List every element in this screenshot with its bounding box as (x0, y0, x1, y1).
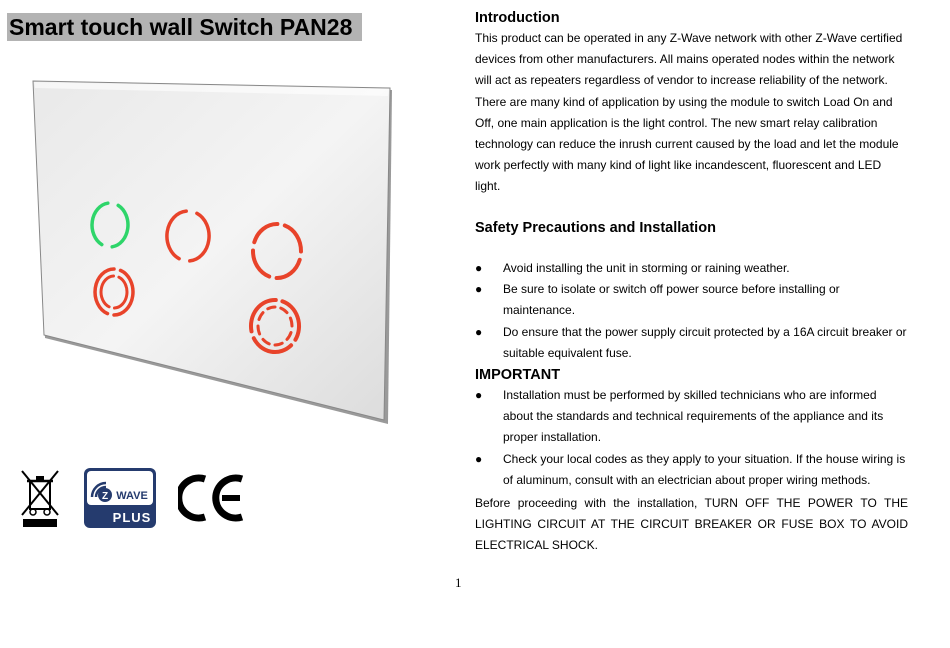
safety-list (475, 258, 908, 364)
introduction-section (475, 8, 908, 198)
weee-bin-icon (18, 467, 62, 529)
safety-section (475, 218, 908, 364)
list-item: ● Avoid installing the unit in storming or raining weather. (475, 261, 790, 275)
button-ring-segment (258, 326, 260, 334)
power-warning: Before proceeding with the installation, TURN OFF THE POWER TO THE LIGHTING CIRCUIT AT THE CIRCUIT BREAKER OR FUSE BOX TO AVOID ELECTRICAL SHOCK. (475, 496, 908, 553)
button-ring-segment (268, 307, 275, 309)
safety-heading: Safety Precautions and Installation (475, 220, 716, 236)
list-item: ● Do ensure that the power supply circuit protected by a 16A circuit breaker or suitable equivalent fuse. (475, 324, 907, 360)
introduction-paragraph-1: This product can be operated in any Z-Wave network with other Z-Wave certified devices from other manufacturers. All mains operated nodes within the network will act as repeaters regardless of vendor to increase reliability of the network. (475, 31, 903, 88)
important-heading: IMPORTANT (475, 367, 561, 383)
important-list (475, 385, 908, 491)
list-item: ● Installation must be performed by skilled technicians who are informed about the standards and technical requirements of the appliance and its proper installation. (475, 388, 884, 445)
list-item: ● Check your local codes as they apply to your situation. If the house wiring is of aluminum, consult with an electrician about proper wiring methods. (475, 451, 906, 487)
zwave-letter: Z (101, 491, 109, 502)
product-image (28, 76, 398, 431)
zwave-plus: PLUS (112, 510, 152, 525)
list-item: ● Be sure to isolate or switch off power source before installing or maintenance. (475, 282, 840, 318)
important-section (475, 365, 908, 557)
button-ring-segment (290, 318, 292, 326)
zwave-plus-logo (83, 467, 157, 529)
introduction-heading: Introduction (475, 10, 560, 26)
ce-mark-icon (178, 473, 246, 523)
panel-face (33, 81, 390, 420)
introduction-paragraph-2: There are many kind of application by using the module to switch Load On and Off, one main application is the light control. The new smart relay calibration technology can reduce the inrush current caused by the load and let the module work perfectly with many kind of light like incandescent, fluorescent and LED light. (475, 94, 899, 194)
zwave-word: WAVE (116, 490, 148, 502)
button-ring-segment (275, 343, 282, 345)
page-number: 1 (455, 575, 462, 590)
page-title: Smart touch wall Switch PAN28 (9, 14, 353, 40)
